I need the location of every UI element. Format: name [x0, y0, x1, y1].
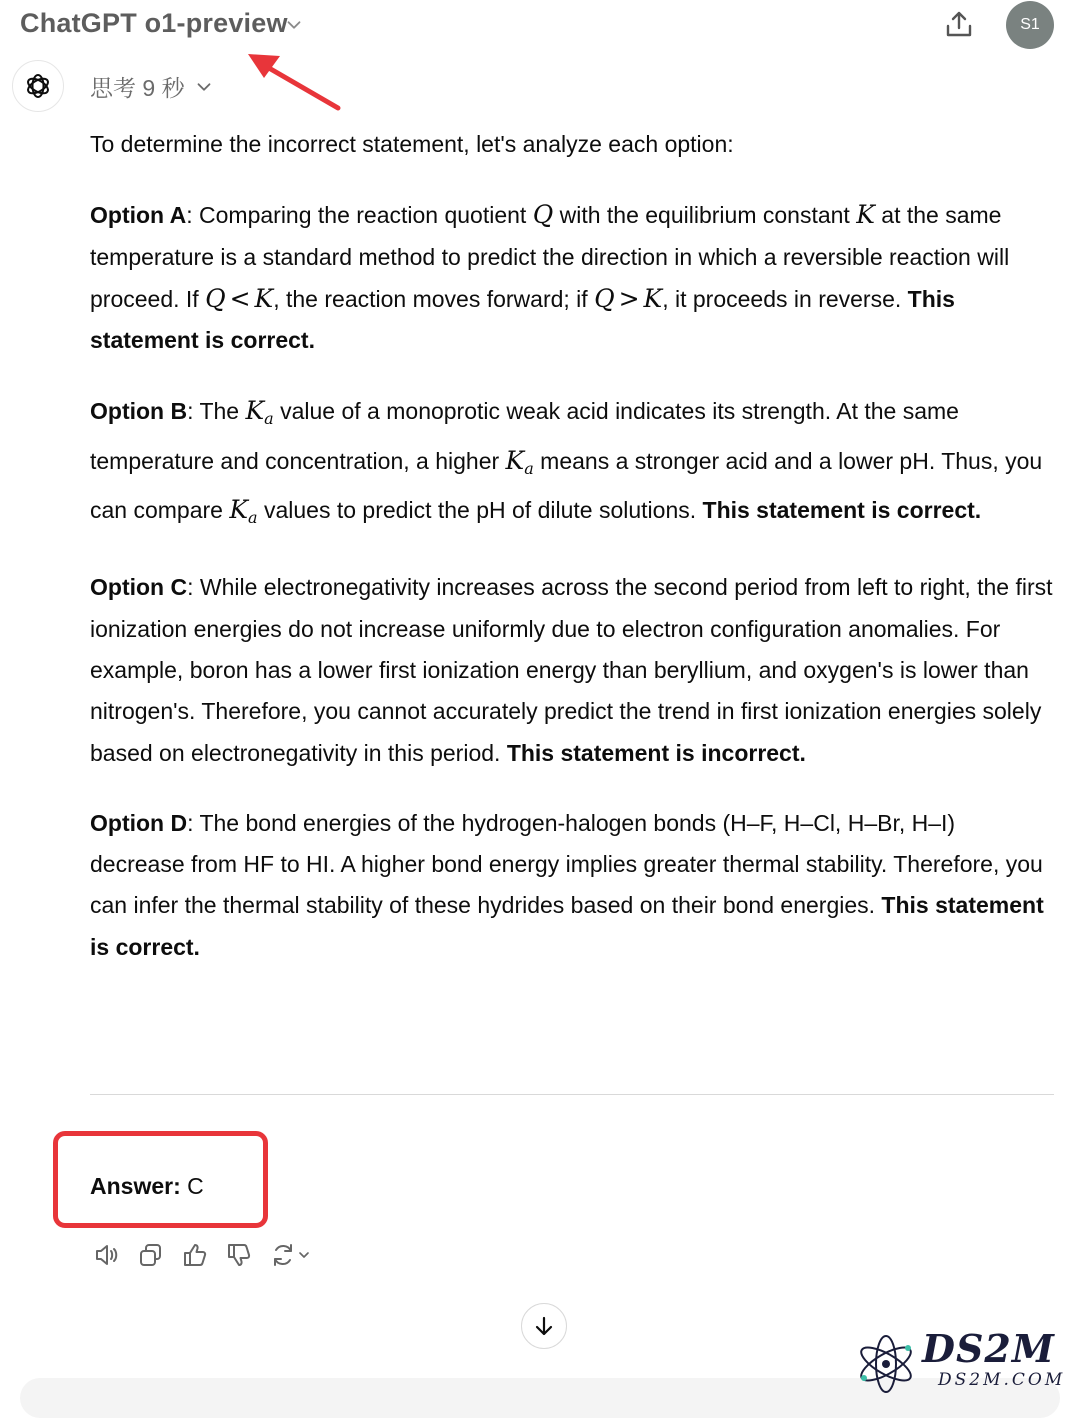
watermark-brand: DS2M	[922, 1326, 1055, 1371]
text-span: , the reaction moves forward; if	[273, 285, 595, 312]
math-inequality	[594, 284, 662, 313]
math-var: K	[254, 283, 274, 313]
text-span: with the equilibrium constant	[553, 202, 857, 229]
option-a-verdict: This statement is correct.	[90, 285, 955, 354]
good-response-button[interactable]	[178, 1238, 212, 1272]
chevron-down-icon	[193, 76, 215, 98]
message-actions	[90, 1238, 326, 1272]
bad-response-button[interactable]	[222, 1238, 256, 1272]
share-icon	[943, 9, 975, 41]
math-ka	[229, 495, 258, 528]
avatar[interactable]: S1	[1006, 1, 1054, 49]
text-span: values to predict the pH of dilute solutions.	[257, 497, 703, 524]
math-sub: a	[248, 508, 258, 528]
math-var: Q	[594, 283, 615, 313]
arrow-down-icon	[532, 1314, 556, 1338]
text-span: value of a monoprotic weak acid indicates its strength. At the same temperature and concentration, a higher	[90, 398, 959, 474]
openai-logo-icon	[23, 71, 53, 101]
math-ka	[505, 445, 534, 478]
text-span: : The bond energies of the hydrogen-halogen bonds (H–F, H–Cl, H–Br, H–I) decrease from HF to HI. A higher bond energy implies greater thermal stability. Therefore, you can infer the thermal stability of these hydrides based on their bond energies.	[90, 809, 1043, 919]
math-var: K	[505, 445, 525, 475]
math-op: >	[618, 283, 640, 313]
option-c-verdict: This statement is incorrect.	[506, 739, 806, 766]
thinking-label: 思考 9 秒	[90, 75, 185, 101]
math-var: Q	[205, 283, 226, 313]
thumbs-up-icon	[182, 1242, 208, 1268]
math-var: K	[245, 396, 265, 426]
option-c-label: Option C	[90, 574, 188, 601]
scroll-to-bottom-button[interactable]	[521, 1303, 567, 1349]
refresh-icon	[270, 1242, 296, 1268]
answer-value: C	[180, 1173, 204, 1199]
option-a-paragraph	[90, 194, 1055, 361]
option-b-label: Option B	[90, 398, 188, 425]
option-d-label: Option D	[90, 809, 188, 836]
text-span: , it proceeds in reverse.	[662, 285, 908, 312]
watermark	[852, 1326, 1072, 1396]
share-button[interactable]	[940, 6, 978, 44]
text-span: : Comparing the reaction quotient	[186, 202, 533, 229]
option-c-paragraph	[90, 567, 1055, 773]
math-sub: a	[264, 409, 274, 429]
read-aloud-button[interactable]	[90, 1238, 124, 1272]
text-span: : While electronegativity increases across the second period from left to right, the first ionization energies do not increase uniformly due to electron configuration anomalies. For example, boron has a lower first ionization energy than beryllium, and oxygen's is lower than nitrogen's. Therefore, you cannot accurately predict the trend in first ionization energies solely based on electronegativity in this period.	[90, 574, 1053, 766]
watermark-domain: DS2M.COM	[938, 1370, 1066, 1390]
speaker-icon	[93, 1241, 121, 1269]
math-q: Q	[532, 200, 554, 230]
option-d-verdict: This statement is correct.	[90, 892, 1044, 960]
copy-icon	[138, 1242, 164, 1268]
assistant-avatar	[12, 60, 64, 112]
assistant-message	[90, 124, 1055, 997]
option-d-paragraph	[90, 803, 1055, 968]
divider	[90, 1094, 1054, 1095]
math-var: K	[643, 283, 663, 313]
copy-button[interactable]	[134, 1238, 168, 1272]
math-var: K	[229, 495, 249, 525]
text-span: means a stronger acid and a lower pH. Thus, you can compare	[90, 447, 1043, 524]
math-op: <	[229, 283, 251, 313]
final-answer	[90, 1173, 204, 1200]
intro-text: To determine the incorrect statement, let's analyze each option:	[90, 131, 734, 157]
math-sub: a	[524, 458, 534, 478]
model-selector-title[interactable]: ChatGPT o1-preview	[20, 8, 288, 38]
text-span: : The	[187, 398, 246, 425]
option-b-paragraph	[90, 390, 1055, 538]
thinking-toggle[interactable]	[90, 70, 215, 103]
math-k: K	[856, 200, 875, 230]
chevron-down-icon	[296, 1247, 312, 1263]
math-ka	[245, 396, 274, 429]
regenerate-button[interactable]	[266, 1238, 316, 1272]
annotation-arrow	[240, 46, 350, 116]
option-a-label: Option A	[90, 202, 187, 229]
text-span: at the same temperature is a standard method to predict the direction in which a reversible reaction will proceed. If	[90, 202, 1010, 312]
math-inequality	[205, 284, 273, 313]
option-b-verdict: This statement is correct.	[702, 497, 982, 524]
chevron-down-icon[interactable]	[283, 14, 305, 36]
atom-logo-icon	[852, 1328, 920, 1396]
top-bar	[0, 0, 1080, 60]
thumbs-down-icon	[226, 1242, 252, 1268]
answer-label: Answer:	[90, 1173, 181, 1199]
